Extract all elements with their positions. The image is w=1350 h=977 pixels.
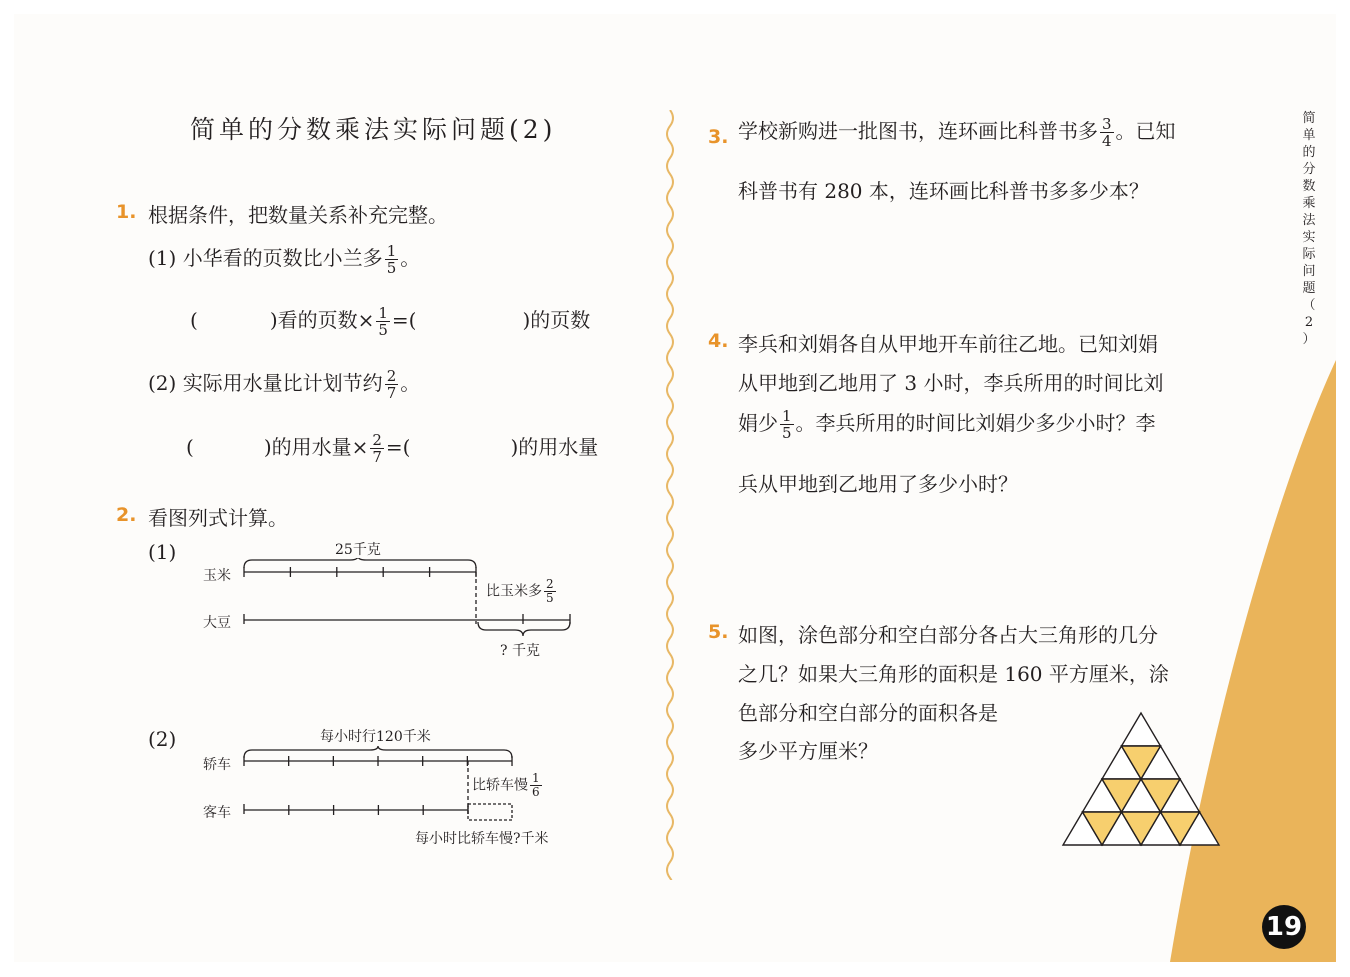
page-title: 简单的分数乘法实际问题(2): [190, 115, 557, 144]
d1-note: 比玉米多 $\frac{2}{5}$: [486, 577, 554, 605]
d2-row1-label: 轿车: [203, 757, 231, 773]
q1-p1: (1) 小华看的页数比小兰多 $\frac{1}{5}$ 。: [148, 242, 421, 277]
d2-bottom-label: 每小时比轿车慢?千米: [415, 831, 549, 847]
d2-top-label: 每小时行120千米: [320, 729, 431, 745]
side-title: 简 单 的 分 数 乘 法 实 际 问 题 （ 2 ）: [1302, 111, 1316, 347]
q1-p2-formula: ( )的用水量× $\frac{2}{7}$ =( )的用水量: [186, 431, 599, 466]
q5-line4: 多少平方厘米？: [738, 739, 878, 763]
triangle-figure: [1060, 710, 1222, 848]
q5-line2: 之几？如果大三角形的面积是 160 平方厘米，涂: [738, 662, 1169, 686]
d2-segment-diagram: [240, 746, 530, 828]
q1-p1-formula: ( )看的页数× $\frac{1}{5}$ =( )的页数: [190, 304, 591, 339]
q1-p1-fraction: $\frac{1}{5}$: [386, 242, 397, 277]
q4-line2: 从甲地到乙地用了 3 小时，李兵所用的时间比刘: [738, 371, 1164, 395]
page-number: 19: [1262, 905, 1306, 949]
q3-line1: 学校新购进一批图书，连环画比科普书多 $\frac{3}{4}$ 。已知: [738, 115, 1176, 150]
q3-line2: 科普书有 280 本，连环画比科普书多多少本？: [738, 179, 1149, 203]
q1-number: 1.: [116, 201, 137, 223]
d1-row2-label: 大豆: [203, 615, 231, 631]
q4-line1: 李兵和刘娟各自从甲地开车前往乙地。已知刘娟: [738, 332, 1158, 356]
d1-segment-diagram: [240, 558, 580, 638]
d1-row1-label: 玉米: [203, 568, 231, 584]
q5-number: 5.: [708, 621, 729, 643]
d2-row2-label: 客车: [203, 805, 231, 821]
q3-number: 3.: [708, 126, 729, 148]
q4-line3: 娟少 $\frac{1}{5}$ 。李兵所用的时间比刘娟少多少小时？李: [738, 407, 1156, 442]
q1-p1-label: (1) 小华看的页数比小兰多: [148, 246, 383, 270]
d2-note: 比轿车慢 $\frac{1}{6}$: [472, 771, 540, 799]
d2-label: (2): [148, 727, 177, 751]
q2-text: 看图列式计算。: [148, 506, 288, 530]
d1-top-label: 25千克: [335, 542, 381, 558]
q1-text: 根据条件，把数量关系补充完整。: [148, 203, 448, 227]
q4-line4: 兵从甲地到乙地用了多少小时？: [738, 472, 1018, 496]
q3-fraction: $\frac{3}{4}$: [1102, 115, 1112, 150]
q1-p2-fraction: $\frac{2}{7}$: [386, 367, 397, 402]
d1-bottom-label: ? 千克: [500, 643, 540, 659]
wavy-divider: [660, 110, 680, 880]
q5-line3: 色部分和空白部分的面积各是: [738, 701, 998, 725]
q2-number: 2.: [116, 504, 137, 526]
q1-p2-label: (2) 实际用水量比计划节约: [148, 371, 383, 395]
q1-p2: (2) 实际用水量比计划节约 $\frac{2}{7}$ 。: [148, 367, 421, 402]
q4-fraction: $\frac{1}{5}$: [782, 407, 792, 442]
q5-line1: 如图，涂色部分和空白部分各占大三角形的几分: [738, 623, 1158, 647]
d1-label: (1): [148, 540, 177, 564]
q4-number: 4.: [708, 330, 729, 352]
corner-decoration: [1170, 360, 1336, 962]
